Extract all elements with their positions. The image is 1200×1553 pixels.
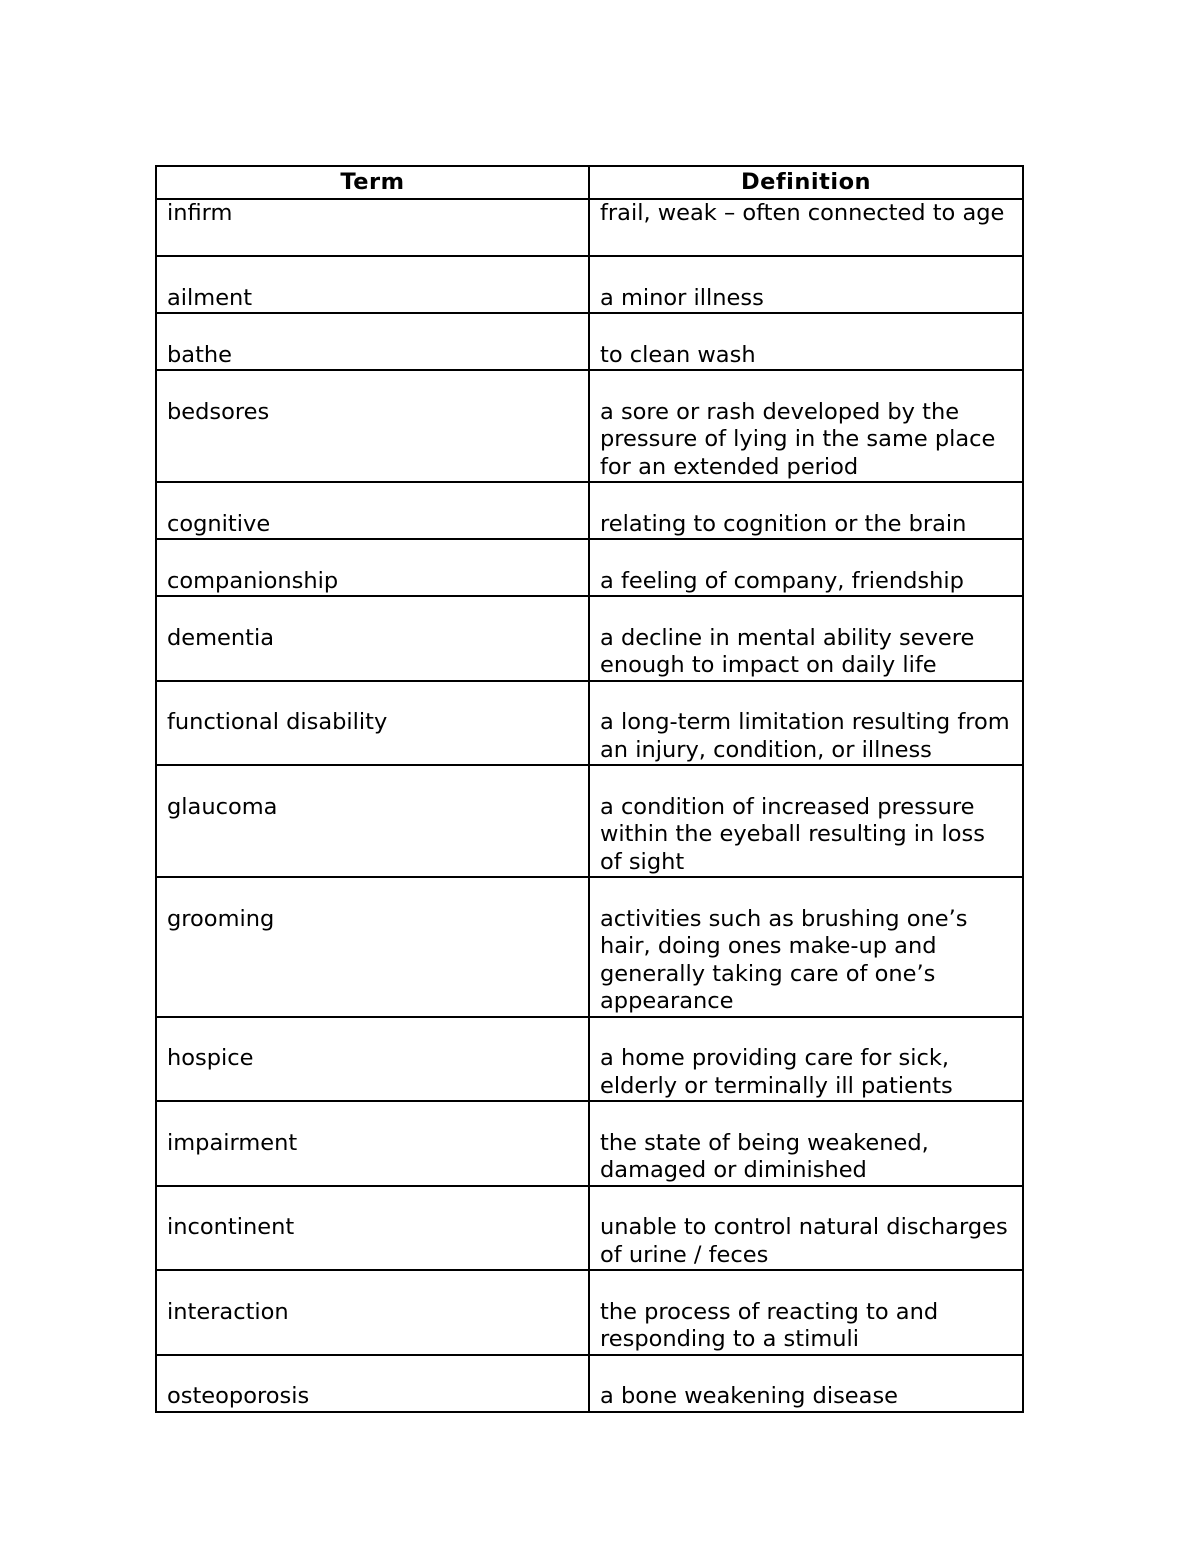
term-cell	[156, 877, 589, 1017]
table-row	[156, 313, 1023, 370]
definition-text: the process of reacting to and responding to a stimuli	[600, 1298, 939, 1352]
term-cell	[156, 1270, 589, 1355]
term-cell	[156, 596, 589, 681]
term-cell	[156, 681, 589, 766]
term-cell	[156, 256, 589, 313]
definition-cell	[589, 256, 1023, 313]
definition-cell	[589, 313, 1023, 370]
definition-text: a long-term limitation resulting from an injury, condition, or illness	[600, 709, 1010, 763]
definition-cell	[589, 1186, 1023, 1271]
term-text: impairment	[167, 1129, 298, 1156]
table-row	[156, 765, 1023, 877]
term-cell	[156, 1017, 589, 1102]
term-text: ailment	[167, 284, 253, 311]
definition-cell	[589, 1355, 1023, 1412]
definition-text: activities such as brushing one’s hair, doing ones make-up and generally taking care of one’s appearance	[600, 905, 968, 1014]
definition-cell	[589, 370, 1023, 482]
term-cell	[156, 1101, 589, 1186]
definition-text: a condition of increased pressure within the eyeball resulting in loss of sight	[600, 793, 985, 875]
term-text: cognitive	[167, 510, 271, 537]
table-row	[156, 596, 1023, 681]
table-row	[156, 1017, 1023, 1102]
table-row	[156, 681, 1023, 766]
term-cell	[156, 370, 589, 482]
definition-text: to clean wash	[600, 341, 756, 368]
definition-cell	[589, 1017, 1023, 1102]
term-text: grooming	[167, 905, 275, 932]
definition-text: frail, weak – often connected to age	[600, 200, 1005, 226]
term-text: functional disability	[167, 709, 388, 735]
definition-text: relating to cognition or the brain	[600, 510, 967, 537]
table-row	[156, 370, 1023, 482]
term-text: osteoporosis	[167, 1383, 310, 1409]
table-row	[156, 1355, 1023, 1412]
definition-cell	[589, 596, 1023, 681]
term-text: companionship	[167, 567, 339, 594]
definition-text: unable to control natural discharges of urine / feces	[600, 1214, 1008, 1268]
term-cell	[156, 313, 589, 370]
definition-text: a sore or rash developed by the pressure of lying in the same place for an extended period	[600, 398, 996, 480]
term-cell	[156, 199, 589, 256]
table-row	[156, 1186, 1023, 1271]
term-text: hospice	[167, 1045, 254, 1071]
definition-column-header: Definition	[589, 166, 1023, 199]
term-cell	[156, 1186, 589, 1271]
term-text: dementia	[167, 624, 275, 651]
term-text: incontinent	[167, 1214, 295, 1240]
table-row	[156, 1101, 1023, 1186]
definition-cell	[589, 539, 1023, 596]
table-row	[156, 539, 1023, 596]
definition-text: a home providing care for sick, elderly or terminally ill patients	[600, 1045, 953, 1099]
glossary-table	[155, 165, 1024, 1413]
term-text: glaucoma	[167, 793, 278, 820]
term-cell	[156, 539, 589, 596]
definition-text: a minor illness	[600, 284, 764, 311]
term-cell	[156, 765, 589, 877]
table-row	[156, 877, 1023, 1017]
definition-cell	[589, 877, 1023, 1017]
definition-text: a bone weakening disease	[600, 1383, 899, 1409]
term-text: infirm	[167, 200, 233, 226]
table-row	[156, 199, 1023, 256]
definition-text: a feeling of company, friendship	[600, 567, 964, 594]
term-text: bathe	[167, 341, 232, 368]
table-row	[156, 256, 1023, 313]
definition-cell	[589, 199, 1023, 256]
definition-text: the state of being weakened, damaged or diminished	[600, 1129, 929, 1183]
term-text: interaction	[167, 1298, 289, 1325]
definition-cell	[589, 482, 1023, 539]
definition-text: a decline in mental ability severe enough to impact on daily life	[600, 624, 975, 678]
term-column-header: Term	[156, 166, 589, 199]
term-cell	[156, 1355, 589, 1412]
definition-cell	[589, 1101, 1023, 1186]
term-text: bedsores	[167, 398, 270, 425]
table-header-row	[156, 166, 1023, 199]
definition-cell	[589, 681, 1023, 766]
table-row	[156, 1270, 1023, 1355]
term-cell	[156, 482, 589, 539]
definition-cell	[589, 765, 1023, 877]
table-row	[156, 482, 1023, 539]
definition-cell	[589, 1270, 1023, 1355]
